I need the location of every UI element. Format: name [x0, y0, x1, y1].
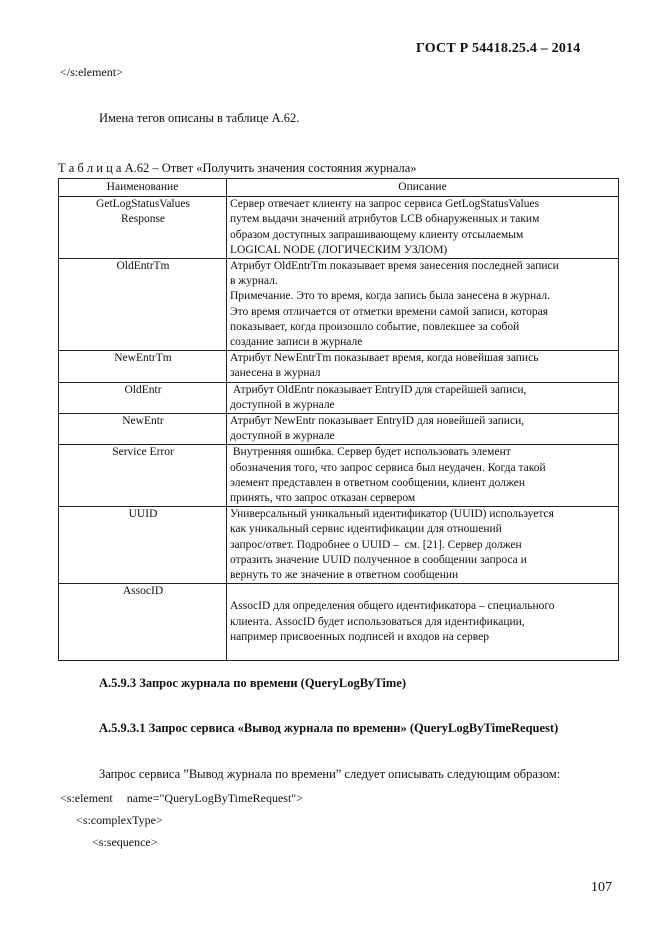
row-name-line: Service Error — [112, 446, 174, 459]
row-description-line: обозначения того, что запрос сервиса был неудачен. Когда такой — [230, 461, 546, 474]
table-row — [59, 445, 619, 507]
intro-paragraph: Имена тегов описаны в таблице А.62. — [99, 111, 300, 125]
row-description-line: элемент представлен в ответном сообщении, клиент должен — [230, 476, 526, 489]
row-name-cell — [59, 507, 227, 584]
header-name: Наименование — [59, 179, 227, 197]
row-description-line: в журнал. — [230, 275, 278, 288]
row-description-line: показывает, когда произошло событие, повлекшее за собой — [230, 320, 520, 333]
row-description-line: доступной в журнале — [230, 430, 335, 443]
row-description-cell — [227, 259, 619, 351]
row-description-line: доступной в журнале — [230, 398, 335, 411]
row-description-line: например присвоенных подписей и входов на сервер — [230, 630, 489, 643]
code-line-element-close: </s:element> — [60, 65, 123, 79]
row-description-line — [230, 584, 616, 599]
row-description-line: Атрибут OldEntr показывает EntryID для старейшей записи, — [230, 383, 527, 396]
row-description-line: вернуть то же значение в ответном сообщении — [230, 569, 459, 582]
response-table — [58, 178, 619, 661]
table-row — [59, 259, 619, 351]
code-line-sequence: <s:sequence> — [92, 835, 158, 849]
row-name-cell — [59, 259, 227, 351]
row-description-cell — [227, 507, 619, 584]
page-number: 107 — [591, 880, 612, 895]
section-heading-query-log-by-time: А.5.9.3 Запрос журнала по времени (QueryLogByTime) — [99, 676, 406, 690]
row-description-cell — [227, 382, 619, 413]
row-description-line: Сервер отвечает клиенту на запрос сервиса GetLogStatusValues — [230, 198, 540, 211]
row-name-line: OldEntr — [124, 383, 162, 396]
row-description-line: Примечание. Это то время, когда запись была занесена в журнал. — [230, 290, 550, 303]
row-name-cell — [59, 351, 227, 382]
section-heading-query-log-by-time-request: А.5.9.3.1 Запрос сервиса «Вывод журнала по времени» (QueryLogByTimeRequest) — [99, 721, 559, 735]
row-name-line: UUID — [128, 508, 158, 521]
header-description: Описание — [227, 179, 619, 197]
row-description-cell — [227, 445, 619, 507]
code-tag: <s:element — [60, 791, 113, 805]
row-description-cell — [227, 197, 619, 259]
row-name-line: AssocID — [122, 585, 164, 598]
row-description-line — [230, 645, 616, 660]
row-description-line: запрос/ответ. Подробнее о UUID – см. [21]. Сервер должен — [230, 538, 522, 551]
row-description-line: Атрибут OldEntrTm показывает время занесения последней записи — [230, 260, 559, 273]
code-line-element-open — [60, 791, 303, 806]
row-description-line: Это время отличается от отметки времени самой записи, которая — [230, 305, 549, 318]
row-description-line: как уникальный сервис идентификации для отношений — [230, 523, 502, 536]
row-description-line: отразить значение UUID полученное в сообщении запроса и — [230, 553, 527, 566]
row-description-line: клиента. AssocID будет использоваться для идентификации, — [230, 615, 525, 628]
row-description-line: путем выдачи значений атрибутов LCB обнаруженных и таким — [230, 213, 540, 226]
table-row — [59, 197, 619, 259]
row-name-cell — [59, 382, 227, 413]
table-caption: Т а б л и ц а А.62 – Ответ «Получить значения состояния журнала» — [58, 161, 417, 175]
row-description-line: Атрибут NewEntr показывает EntryID для новейшей записи, — [230, 415, 525, 428]
row-description-line: AssocID для определения общего идентификатора – специального — [230, 600, 555, 613]
row-name-line: GetLogStatusValues — [96, 198, 190, 211]
row-name-cell — [59, 584, 227, 661]
row-name-cell — [59, 197, 227, 259]
row-name-cell — [59, 414, 227, 445]
table-row — [59, 351, 619, 382]
row-description-line: Внутренняя ошибка. Сервер будет использовать элемент — [230, 446, 511, 459]
row-description-cell — [227, 351, 619, 382]
row-description-line: образом доступных запрашивающему клиенту отсылаемым — [230, 228, 524, 241]
row-name-line: OldEntrTm — [116, 260, 170, 273]
row-description-line: создание записи в журнале — [230, 336, 363, 349]
row-description-line: принять, что запрос отказан сервером — [230, 492, 416, 505]
document-header: ГОСТ Р 54418.25.4 – 2014 — [416, 41, 581, 56]
table-header-row — [59, 179, 619, 197]
row-description-line: Универсальный уникальный идентификатор (UUID) используется — [230, 508, 554, 521]
row-name-cell — [59, 445, 227, 507]
table-row — [59, 584, 619, 661]
row-description-cell — [227, 584, 619, 661]
row-description-line: Атрибут NewEntrTm показывает время, когда новейшая запись — [230, 352, 539, 365]
row-name-line: NewEntrTm — [114, 352, 172, 365]
row-description-line: занесена в журнал — [230, 367, 321, 380]
table-row — [59, 507, 619, 584]
code-attribute: name="QueryLogByTimeRequest"> — [126, 791, 303, 805]
row-description-cell — [227, 414, 619, 445]
row-name-line: Response — [120, 213, 166, 226]
table-row — [59, 382, 619, 413]
table-row — [59, 414, 619, 445]
row-description-line: LOGICAL NODE (ЛОГИЧЕСКИМ УЗЛОМ) — [230, 243, 448, 256]
body-paragraph: Запрос сервиса ”Вывод журнала по времени” следует описывать следующим образом: — [99, 767, 561, 781]
row-name-line: NewEntr — [122, 415, 164, 428]
code-line-complex-type: <s:complexType> — [76, 813, 163, 827]
